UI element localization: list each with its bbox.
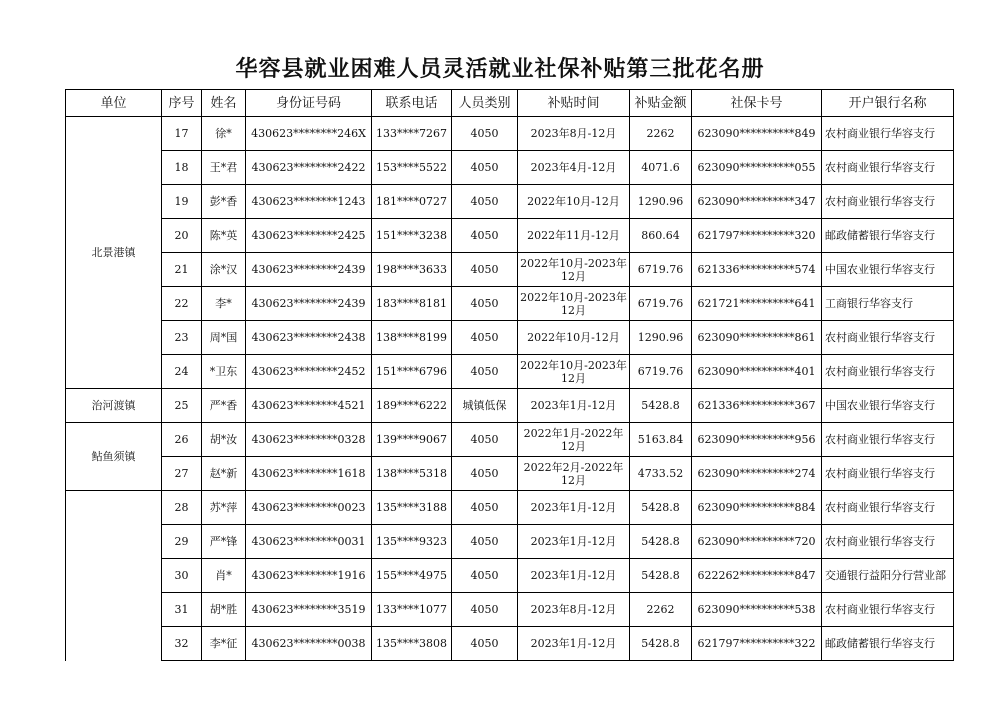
cell-id: 430623********2422 xyxy=(246,151,372,185)
cell-type: 4050 xyxy=(452,287,518,321)
cell-bank: 农村商业银行华容支行 xyxy=(822,593,954,627)
cell-amount: 5428.8 xyxy=(630,389,692,423)
cell-card: 623090**********274 xyxy=(692,457,822,491)
cell-phone: 133****7267 xyxy=(372,117,452,151)
cell-type: 4050 xyxy=(452,457,518,491)
cell-period: 2022年1月-2022年12月 xyxy=(518,423,630,457)
cell-phone: 189****6222 xyxy=(372,389,452,423)
cell-amount: 5428.8 xyxy=(630,627,692,661)
cell-name: 徐* xyxy=(202,117,246,151)
cell-id: 430623********2425 xyxy=(246,219,372,253)
cell-card: 622262**********847 xyxy=(692,559,822,593)
cell-phone: 151****3238 xyxy=(372,219,452,253)
cell-bank: 中国农业银行华容支行 xyxy=(822,389,954,423)
cell-name: 肖* xyxy=(202,559,246,593)
cell-no: 19 xyxy=(162,185,202,219)
cell-no: 25 xyxy=(162,389,202,423)
cell-id: 430623********246X xyxy=(246,117,372,151)
cell-id: 430623********2452 xyxy=(246,355,372,389)
cell-amount: 6719.76 xyxy=(630,355,692,389)
table-row xyxy=(66,423,954,457)
cell-no: 17 xyxy=(162,117,202,151)
cell-no: 20 xyxy=(162,219,202,253)
cell-amount: 1290.96 xyxy=(630,185,692,219)
cell-bank: 工商银行华容支行 xyxy=(822,287,954,321)
cell-card: 623090**********956 xyxy=(692,423,822,457)
cell-name: 李* xyxy=(202,287,246,321)
cell-name: 陈*英 xyxy=(202,219,246,253)
cell-id: 430623********2438 xyxy=(246,321,372,355)
cell-card: 623090**********884 xyxy=(692,491,822,525)
document-title: 华容县就业困难人员灵活就业社保补贴第三批花名册 xyxy=(235,57,765,82)
cell-period: 2022年10月-2023年12月 xyxy=(518,253,630,287)
cell-phone: 198****3633 xyxy=(372,253,452,287)
table-row xyxy=(66,457,954,491)
cell-period: 2022年11月-12月 xyxy=(518,219,630,253)
cell-id: 430623********1243 xyxy=(246,185,372,219)
header-no: 序号 xyxy=(162,90,202,117)
table-row xyxy=(66,525,954,559)
cell-no: 27 xyxy=(162,457,202,491)
cell-unit: 治河渡镇 xyxy=(66,389,162,423)
table-row xyxy=(66,253,954,287)
cell-period: 2023年1月-12月 xyxy=(518,525,630,559)
cell-phone: 135****3808 xyxy=(372,627,452,661)
cell-period: 2023年1月-12月 xyxy=(518,389,630,423)
cell-no: 26 xyxy=(162,423,202,457)
cell-card: 623090**********861 xyxy=(692,321,822,355)
cell-amount: 6719.76 xyxy=(630,253,692,287)
cell-period: 2022年10月-12月 xyxy=(518,321,630,355)
table-row xyxy=(66,321,954,355)
cell-card: 623090**********720 xyxy=(692,525,822,559)
cell-period: 2023年1月-12月 xyxy=(518,627,630,661)
cell-bank: 农村商业银行华容支行 xyxy=(822,491,954,525)
cell-type: 4050 xyxy=(452,593,518,627)
table-row xyxy=(66,185,954,219)
table-row xyxy=(66,389,954,423)
cell-id: 430623********0038 xyxy=(246,627,372,661)
cell-name: 李*征 xyxy=(202,627,246,661)
cell-name: 彭*香 xyxy=(202,185,246,219)
cell-bank: 邮政储蓄银行华容支行 xyxy=(822,627,954,661)
cell-name: 周*国 xyxy=(202,321,246,355)
cell-no: 29 xyxy=(162,525,202,559)
cell-type: 4050 xyxy=(452,559,518,593)
cell-period: 2023年8月-12月 xyxy=(518,593,630,627)
cell-type: 4050 xyxy=(452,525,518,559)
cell-type: 4050 xyxy=(452,355,518,389)
cell-no: 23 xyxy=(162,321,202,355)
cell-type: 4050 xyxy=(452,423,518,457)
cell-amount: 4733.52 xyxy=(630,457,692,491)
cell-card: 623090**********347 xyxy=(692,185,822,219)
cell-bank: 邮政储蓄银行华容支行 xyxy=(822,219,954,253)
cell-bank: 中国农业银行华容支行 xyxy=(822,253,954,287)
cell-bank: 农村商业银行华容支行 xyxy=(822,117,954,151)
cell-amount: 2262 xyxy=(630,117,692,151)
header-row xyxy=(66,90,954,117)
cell-period: 2022年10月-12月 xyxy=(518,185,630,219)
cell-phone: 138****5318 xyxy=(372,457,452,491)
cell-no: 32 xyxy=(162,627,202,661)
cell-card: 623090**********849 xyxy=(692,117,822,151)
cell-unit xyxy=(66,491,162,661)
cell-unit: 鲇鱼须镇 xyxy=(66,423,162,491)
cell-type: 4050 xyxy=(452,321,518,355)
cell-card: 621336**********574 xyxy=(692,253,822,287)
cell-name: 赵*新 xyxy=(202,457,246,491)
cell-id: 430623********0023 xyxy=(246,491,372,525)
header-id: 身份证号码 xyxy=(246,90,372,117)
cell-id: 430623********2439 xyxy=(246,287,372,321)
cell-phone: 133****1077 xyxy=(372,593,452,627)
cell-phone: 135****9323 xyxy=(372,525,452,559)
cell-name: 胡*胜 xyxy=(202,593,246,627)
cell-type: 4050 xyxy=(452,627,518,661)
cell-type: 4050 xyxy=(452,117,518,151)
cell-name: 王*君 xyxy=(202,151,246,185)
cell-amount: 860.64 xyxy=(630,219,692,253)
table-row xyxy=(66,117,954,151)
cell-amount: 5163.84 xyxy=(630,423,692,457)
cell-period: 2023年1月-12月 xyxy=(518,559,630,593)
cell-bank: 农村商业银行华容支行 xyxy=(822,321,954,355)
cell-amount: 2262 xyxy=(630,593,692,627)
cell-type: 4050 xyxy=(452,185,518,219)
table-row xyxy=(66,491,954,525)
cell-type: 4050 xyxy=(452,151,518,185)
cell-card: 621797**********322 xyxy=(692,627,822,661)
cell-type: 4050 xyxy=(452,253,518,287)
cell-bank: 农村商业银行华容支行 xyxy=(822,355,954,389)
cell-amount: 5428.8 xyxy=(630,491,692,525)
cell-bank: 交通银行益阳分行营业部 xyxy=(822,559,954,593)
header-unit: 单位 xyxy=(66,90,162,117)
cell-phone: 138****8199 xyxy=(372,321,452,355)
header-type: 人员类别 xyxy=(452,90,518,117)
header-bank: 开户银行名称 xyxy=(822,90,954,117)
cell-phone: 151****6796 xyxy=(372,355,452,389)
table-row xyxy=(66,593,954,627)
cell-bank: 农村商业银行华容支行 xyxy=(822,151,954,185)
cell-card: 623090**********055 xyxy=(692,151,822,185)
cell-phone: 135****3188 xyxy=(372,491,452,525)
cell-phone: 153****5522 xyxy=(372,151,452,185)
cell-amount: 6719.76 xyxy=(630,287,692,321)
cell-type: 4050 xyxy=(452,491,518,525)
table-row xyxy=(66,355,954,389)
cell-no: 22 xyxy=(162,287,202,321)
header-period: 补贴时间 xyxy=(518,90,630,117)
table-row xyxy=(66,151,954,185)
cell-amount: 4071.6 xyxy=(630,151,692,185)
cell-card: 623090**********401 xyxy=(692,355,822,389)
cell-no: 18 xyxy=(162,151,202,185)
cell-no: 28 xyxy=(162,491,202,525)
cell-id: 430623********1916 xyxy=(246,559,372,593)
cell-name: 严*香 xyxy=(202,389,246,423)
cell-bank: 农村商业银行华容支行 xyxy=(822,423,954,457)
cell-bank: 农村商业银行华容支行 xyxy=(822,185,954,219)
cell-period: 2022年10月-2023年12月 xyxy=(518,287,630,321)
cell-name: 涂*汉 xyxy=(202,253,246,287)
header-amount: 补贴金额 xyxy=(630,90,692,117)
cell-name: 胡*汝 xyxy=(202,423,246,457)
cell-id: 430623********2439 xyxy=(246,253,372,287)
cell-period: 2023年1月-12月 xyxy=(518,491,630,525)
cell-unit: 北景港镇 xyxy=(66,117,162,389)
roster-table xyxy=(65,89,954,661)
cell-id: 430623********1618 xyxy=(246,457,372,491)
cell-card: 623090**********538 xyxy=(692,593,822,627)
cell-amount: 5428.8 xyxy=(630,559,692,593)
header-name: 姓名 xyxy=(202,90,246,117)
cell-card: 621336**********367 xyxy=(692,389,822,423)
cell-name: *卫东 xyxy=(202,355,246,389)
cell-id: 430623********4521 xyxy=(246,389,372,423)
cell-no: 31 xyxy=(162,593,202,627)
cell-phone: 139****9067 xyxy=(372,423,452,457)
table-row xyxy=(66,219,954,253)
cell-no: 30 xyxy=(162,559,202,593)
cell-amount: 5428.8 xyxy=(630,525,692,559)
cell-id: 430623********0328 xyxy=(246,423,372,457)
cell-phone: 155****4975 xyxy=(372,559,452,593)
table-row xyxy=(66,627,954,661)
cell-type: 城镇低保 xyxy=(452,389,518,423)
cell-card: 621797**********320 xyxy=(692,219,822,253)
cell-name: 严*锋 xyxy=(202,525,246,559)
table-row xyxy=(66,287,954,321)
cell-period: 2023年8月-12月 xyxy=(518,117,630,151)
table-row xyxy=(66,559,954,593)
cell-period: 2022年2月-2022年12月 xyxy=(518,457,630,491)
cell-name: 苏*萍 xyxy=(202,491,246,525)
cell-bank: 农村商业银行华容支行 xyxy=(822,457,954,491)
cell-card: 621721**********641 xyxy=(692,287,822,321)
cell-phone: 183****8181 xyxy=(372,287,452,321)
cell-period: 2023年4月-12月 xyxy=(518,151,630,185)
cell-no: 21 xyxy=(162,253,202,287)
header-phone: 联系电话 xyxy=(372,90,452,117)
cell-amount: 1290.96 xyxy=(630,321,692,355)
header-card: 社保卡号 xyxy=(692,90,822,117)
cell-id: 430623********3519 xyxy=(246,593,372,627)
cell-type: 4050 xyxy=(452,219,518,253)
cell-period: 2022年10月-2023年12月 xyxy=(518,355,630,389)
cell-id: 430623********0031 xyxy=(246,525,372,559)
cell-no: 24 xyxy=(162,355,202,389)
cell-phone: 181****0727 xyxy=(372,185,452,219)
cell-bank: 农村商业银行华容支行 xyxy=(822,525,954,559)
